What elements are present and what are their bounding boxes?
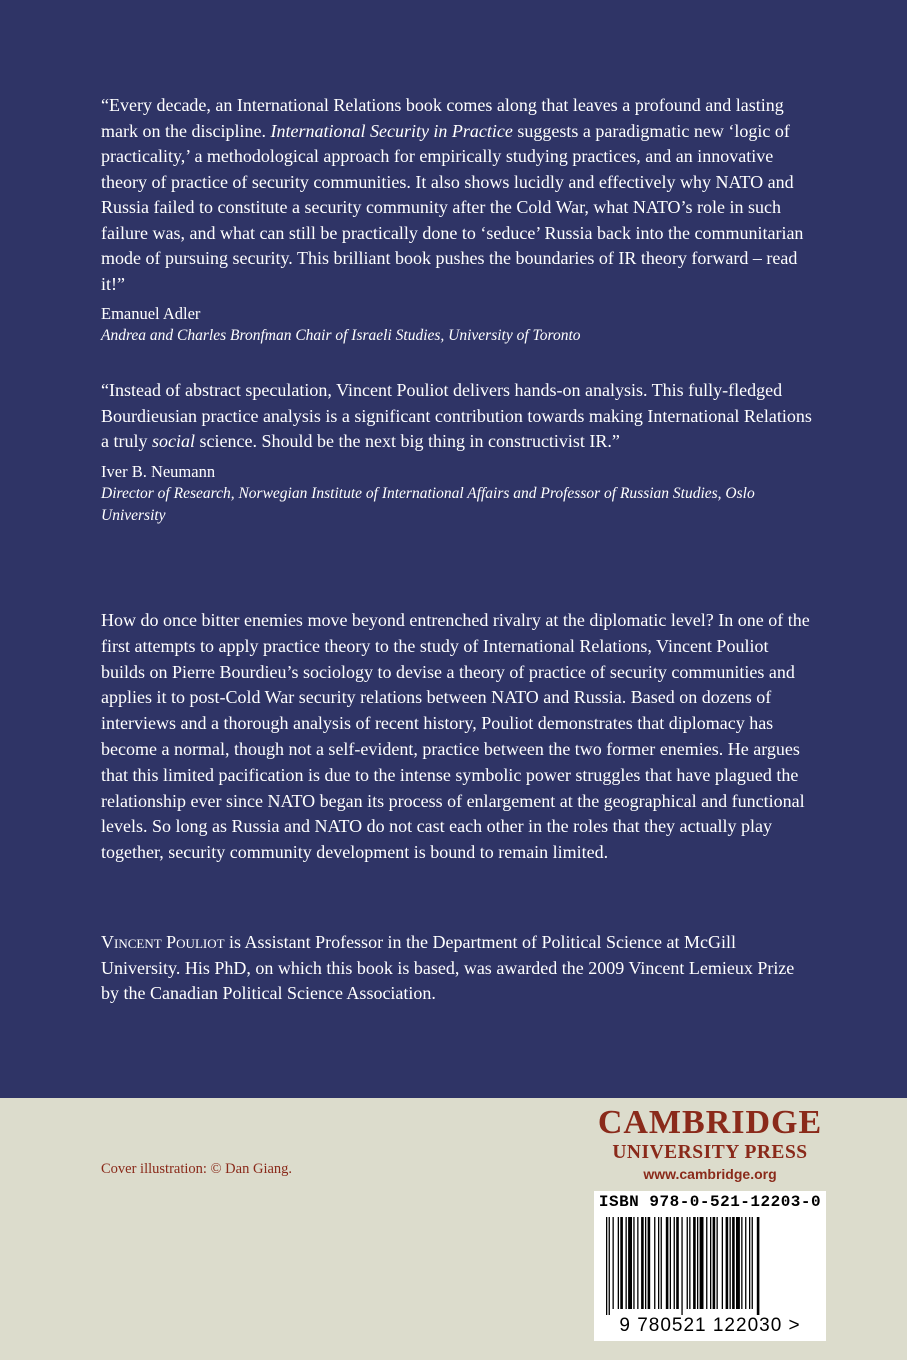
endorsement-quote (101, 93, 813, 297)
quote-text: “Instead of abstract speculation, Vincent Pouliot delivers hands-on analysis. This fully-fledged Bourdieusian practice analysis is a significant contribution towards making International Relations a truly (101, 380, 812, 451)
description-text: How do once bitter enemies move beyond entrenched rivalry at the diplomatic level? In one of the first attempts to apply practice theory to the study of International Relations, Vincent Pouliot builds on Pierre Bourdieu’s sociology to devise a theory of practice of security communities and applies it to post-Cold War security relations between NATO and Russia. Based on dozens of interviews and a thorough analysis of recent history, Pouliot demonstrates that diplomacy has become a normal, though not a self-evident, practice between the two former enemies. He argues that this limited pacification is due to the intense symbolic power struggles that have plagued the relationship ever since NATO began its process of enlargement at the geographical and functional levels. So long as Russia and NATO do not cast each other in the roles that they actually play together, security community development is bound to remain limited. (101, 610, 810, 863)
quote-text: suggests a paradigmatic new ‘logic of practicality,’ a methodological approach for empirically studying practices, and an innovative theory of practice of security communities. It also shows lucidly and effectively why NATO and Russia failed to constitute a security community after the Cold War, what NATO’s role in such failure was, and what can still be practically done to ‘seduce’ Russia back into the communitarian mode of pursuing security. This brilliant book pushes the boundaries of IR theory forward – read it!” (101, 120, 804, 294)
cover-illustration-credit: Cover illustration: © Dan Giang. (101, 1161, 293, 1177)
author-name: Vincent Pouliot (101, 932, 225, 952)
quote-text: “Every decade, an International Relations book comes along that leaves a profound and lasting mark on the discipline. (101, 95, 784, 141)
bio-text (101, 930, 813, 1007)
publisher-name: CAMBRIDGE (597, 1104, 823, 1141)
endorsement-adler (101, 93, 813, 347)
endorsement-neumann (101, 378, 813, 527)
author-bio (101, 930, 813, 1007)
barcode-block (594, 1191, 826, 1341)
bio-body: is Assistant Professor in the Department of Political Science at McGill University. His PhD, on which this book is based, was awarded the 2009 Vincent Lemieux Prize by the Canadian Political Science Association. (101, 932, 795, 1003)
endorser-affiliation: Andrea and Charles Bronfman Chair of Israeli Studies, University of Toronto (101, 327, 581, 344)
book-description (101, 608, 813, 866)
endorser-name: Emanuel Adler (101, 304, 201, 323)
endorsement-quote (101, 378, 813, 455)
barcode-number: 9 780521 122030 > (619, 1315, 801, 1336)
barcode-icon (600, 1217, 820, 1315)
publisher-logo (594, 1104, 826, 1184)
italic-word: social (152, 431, 195, 451)
quote-text: science. Should be the next big thing in constructivist IR.” (195, 431, 620, 451)
endorser-affiliation: Director of Research, Norwegian Institute of International Affairs and Professor of Russian Studies, Oslo University (101, 484, 755, 524)
isbn-text: ISBN 978-0-521-12203-0 (598, 1193, 822, 1211)
book-title-italic: International Security in Practice (270, 120, 513, 141)
publisher-url: www.cambridge.org (643, 1166, 777, 1182)
publisher-subname: UNIVERSITY PRESS (612, 1142, 808, 1163)
endorser-name: Iver B. Neumann (101, 461, 216, 481)
